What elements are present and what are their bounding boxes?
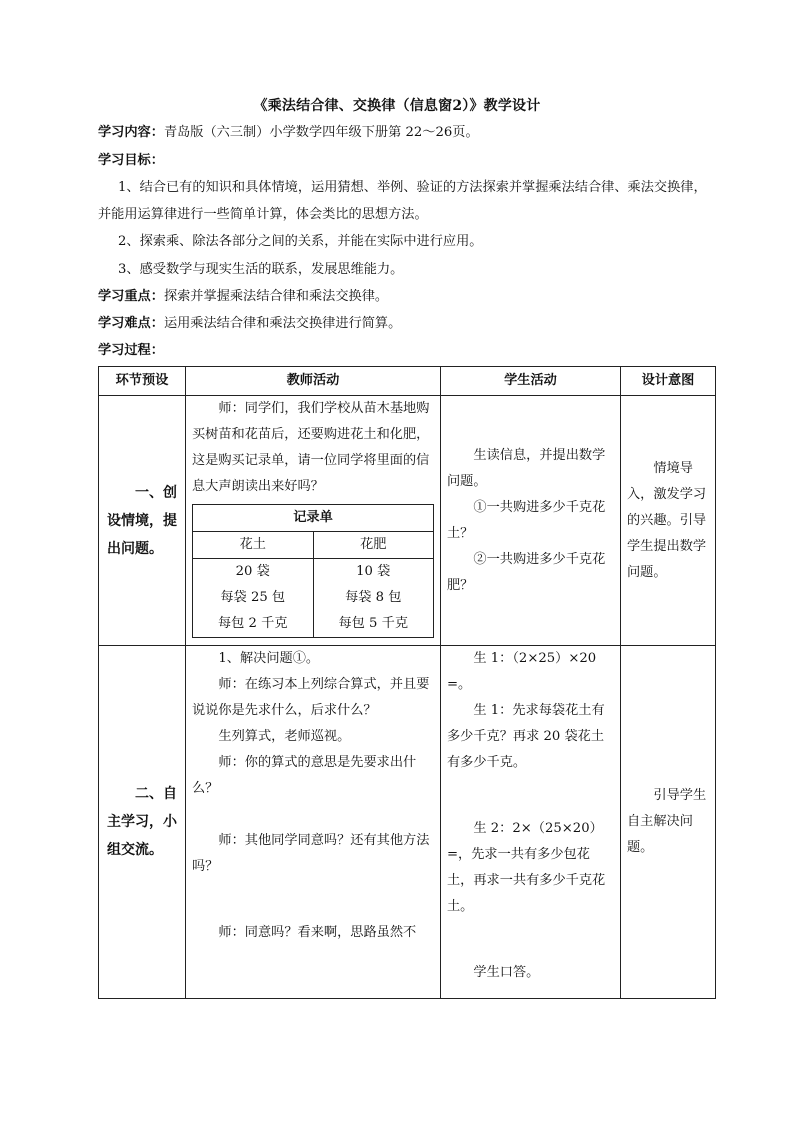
student-text-3: ②一共购进多少千克花肥？ <box>447 551 606 593</box>
record-soil-kg: 每包 2 千克 <box>217 616 288 631</box>
stage-text: 一、创设情境，提出问题。 <box>107 484 177 557</box>
stage-cell <box>99 396 186 646</box>
student-text-1: 生 1：（2×25）×20 =。 <box>447 651 597 692</box>
stage-text: 二、自主学习，小组交流。 <box>107 786 177 858</box>
record-fertilizer-packs: 每袋 8 包 <box>345 590 402 605</box>
difficulty <box>98 314 718 334</box>
teacher-text-4: 师：你的算式的意思是先要求出什么？ <box>192 755 417 796</box>
teacher-text-2: 师：在练习本上列综合算式，并且要说说你是先求什么，后求什么？ <box>192 677 430 718</box>
key-point-text: 探索并掌握乘法结合律和乘法交换律。 <box>163 289 389 304</box>
header-student: 学生活动 <box>441 367 621 396</box>
goal-2: 2、探索乘、除法各部分之间的关系，并能在实际中进行应用。 <box>118 234 483 249</box>
key-point <box>98 287 718 307</box>
student-text-3: 生 2：2×（25×20）=，先求一共有多少包花土，再求一共有多少千克花土。 <box>447 821 606 914</box>
table-row <box>99 396 716 646</box>
intent-cell <box>621 646 716 999</box>
teacher-cell <box>186 646 441 999</box>
difficulty-label: 学习难点： <box>98 316 164 331</box>
header-teacher: 教师活动 <box>186 367 441 396</box>
student-text-1: 生读信息，并提出数学问题。 <box>447 447 606 489</box>
intent-text: 情境导入，激发学习的兴趣。引导学生提出数学问题。 <box>627 460 707 580</box>
record-soil-packs: 每袋 25 包 <box>220 590 286 605</box>
teacher-cell <box>186 396 441 646</box>
student-cell <box>441 646 621 999</box>
header-stage: 环节预设 <box>99 367 186 396</box>
record-soil-detail <box>193 559 314 638</box>
teacher-text-5: 师：其他同学同意吗？还有其他方法吗？ <box>192 833 430 874</box>
teacher-text-1: 1、解决问题①。 <box>218 651 320 666</box>
record-sheet <box>192 504 434 638</box>
learning-content-text: 青岛版（六三制）小学数学四年级下册第 22～26页。 <box>163 125 479 140</box>
goal-1-line-1: 1、结合已有的知识和具体情境，运用猜想、举例、验证的方法探索并掌握乘法结合律、乘法交换律， <box>118 180 707 195</box>
key-point-label: 学习重点： <box>98 289 164 304</box>
record-fertilizer-bags: 10 袋 <box>356 564 391 579</box>
record-col-soil: 花土 <box>193 532 314 559</box>
student-cell <box>441 396 621 646</box>
intent-text: 引导学生自主解决问题。 <box>627 788 707 855</box>
student-text-2: 生 1：先求每袋花土有多少千克？再求 20 袋花土有多少千克。 <box>447 703 605 770</box>
teacher-text-6: 师：同意吗？看来啊，思路虽然不 <box>218 925 417 940</box>
student-text-2: ①一共购进多少千克花土？ <box>447 499 606 541</box>
record-soil-bags: 20 袋 <box>235 564 270 579</box>
header-intent: 设计意图 <box>621 367 716 396</box>
teacher-text: 师：同学们，我们学校从苗木基地购买树苗和花苗后，还要购进花土和化肥，这是购买记录单，请一位同学将里面的信息大声朗读出来好吗？ <box>192 401 430 494</box>
process-label: 学习过程： <box>98 343 164 358</box>
record-fertilizer-detail <box>313 559 434 638</box>
learning-content-label: 学习内容： <box>98 125 164 140</box>
document-title: 《乘法结合律、交换律（信息窗2）》教学设计 <box>253 98 541 114</box>
record-fertilizer-kg: 每包 5 千克 <box>338 616 409 631</box>
record-title: 记录单 <box>193 505 434 532</box>
process-table <box>98 366 716 999</box>
record-col-fertilizer: 花肥 <box>313 532 434 559</box>
student-text-4: 学生口答。 <box>473 965 540 980</box>
teacher-text-3: 生列算式，老师巡视。 <box>218 729 351 744</box>
difficulty-text: 运用乘法结合律和乘法交换律进行简算。 <box>163 316 402 331</box>
stage-cell <box>99 646 186 999</box>
learning-goals-label: 学习目标： <box>98 153 164 168</box>
intent-cell <box>621 396 716 646</box>
table-header-row <box>99 367 716 396</box>
learning-content <box>98 123 718 143</box>
table-row <box>99 646 716 999</box>
goal-3: 3、感受数学与现实生活的联系，发展思维能力。 <box>118 262 404 277</box>
goal-1-line-2: 并能用运算律进行一些简单计算，体会类比的思想方法。 <box>98 207 428 222</box>
